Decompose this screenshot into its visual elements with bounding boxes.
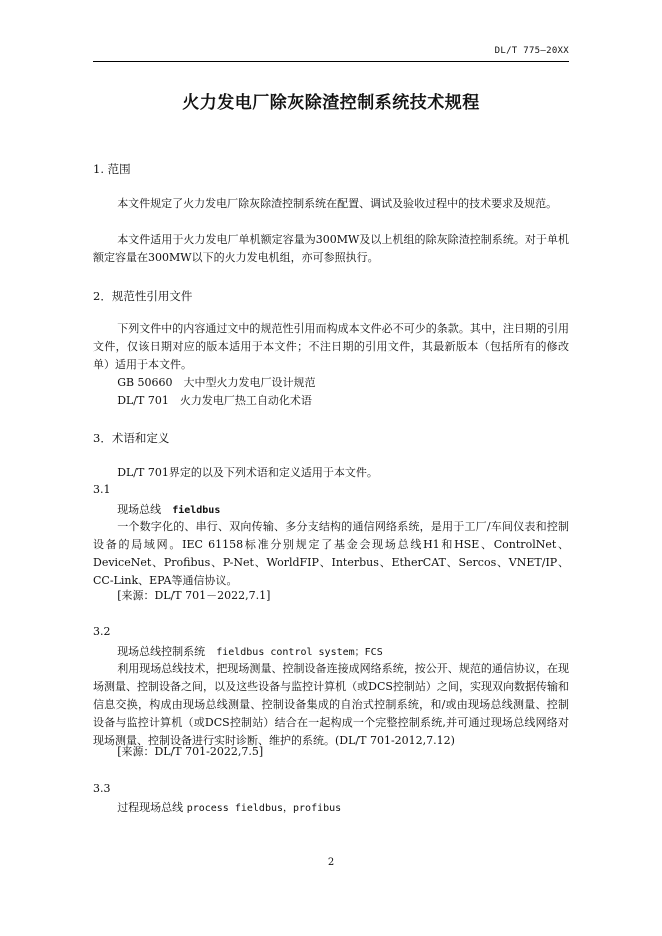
term-3-2-source: [来源：DL/T 701-2022,7.5] [117, 745, 264, 758]
reference-gb-50660: GB 50660 大中型火力发电厂设计规范 [117, 376, 316, 389]
section-1-heading: 1. 范围 [93, 162, 131, 176]
term-3-3-number: 3.3 [93, 782, 111, 795]
section-3-intro: DL/T 701界定的以及下列术语和定义适用于本文件。 [117, 466, 378, 479]
term-3-2-english: fieldbus control system；FCS [216, 647, 383, 658]
term-3-3-chinese: 过程现场总线 [117, 801, 184, 814]
section-1-paragraph-2: 本文件适用于火力发电厂单机额定容量为300MW及以上机组的除灰除渣控制系统。对于单机额定容量在300MW以下的火力发电机组，亦可参照执行。 [93, 233, 569, 264]
term-3-3-english: process fieldbus，profibus [186, 803, 342, 814]
term-3-1-title [93, 501, 220, 517]
term-3-1-source: [来源：DL/T 701－2022,7.1] [117, 589, 271, 602]
section-2-heading: 2．规范性引用文件 [93, 289, 193, 303]
reference-dlt-701: DL/T 701 火力发电厂热工自动化术语 [117, 394, 312, 407]
section-2-paragraph-1: 下列文件中的内容通过文中的规范性引用而构成本文件必不可少的条款。其中，注日期的引用文件，仅该日期对应的版本适用于本文件；不注日期的引用文件，其最新版本（包括所有的修改单）适用于本文件。 [93, 322, 569, 371]
term-3-1-chinese: 现场总线 [117, 503, 162, 516]
section-1-paragraph-1: 本文件规定了火力发电厂除灰除渣控制系统在配置、调试及验收过程中的技术要求及规范。 [117, 197, 558, 210]
term-3-1-english: fieldbus [172, 505, 221, 516]
document-title: 火力发电厂除灰除渣控制系统技术规程 [182, 93, 480, 113]
page-number: 2 [327, 857, 335, 868]
term-3-1-definition: 一个数字化的、串行、双向传输、多分支结构的通信网络系统，是用于工厂/车间仪表和控制设备的局域网。IEC 61158标准分别规定了基金会现场总线H1和HSE、ControlNet、DeviceNet、Profibus、P-Net、WorldFIP、Interbus、EtherCAT、Sercos、VNET/IP、CC-Link、EPA等通信协议。 [93, 520, 569, 587]
term-3-2-definition: 利用现场总线技术，把现场测量、控制设备连接成网络系统，按公开、规范的通信协议，在现场测量、控制设备之间，以及这些设备与监控计算机（或DCS控制站）之间，实现双向数据传输和信息交换，构成由现场总线测量、控制设备集成的自治式控制系统，和/或由现场总线测量、控制设备与监控计算机（或DCS控制站）结合在一起构成一个完整控制系统,并可通过现场总线网络对现场测量、控制设备进行实时诊断、维护的系统。(DL/T 701-2012,7.12) [93, 662, 569, 747]
term-3-2-title [93, 643, 383, 659]
section-3-heading: 3．术语和定义 [93, 431, 170, 445]
header-rule [93, 61, 569, 62]
term-3-2-number: 3.2 [93, 625, 111, 638]
term-3-3-title [93, 799, 341, 815]
term-3-2-chinese: 现场总线控制系统 [117, 645, 206, 658]
standard-code: DL/T 775—20XX [494, 46, 569, 56]
term-3-1-number: 3.1 [93, 483, 111, 496]
